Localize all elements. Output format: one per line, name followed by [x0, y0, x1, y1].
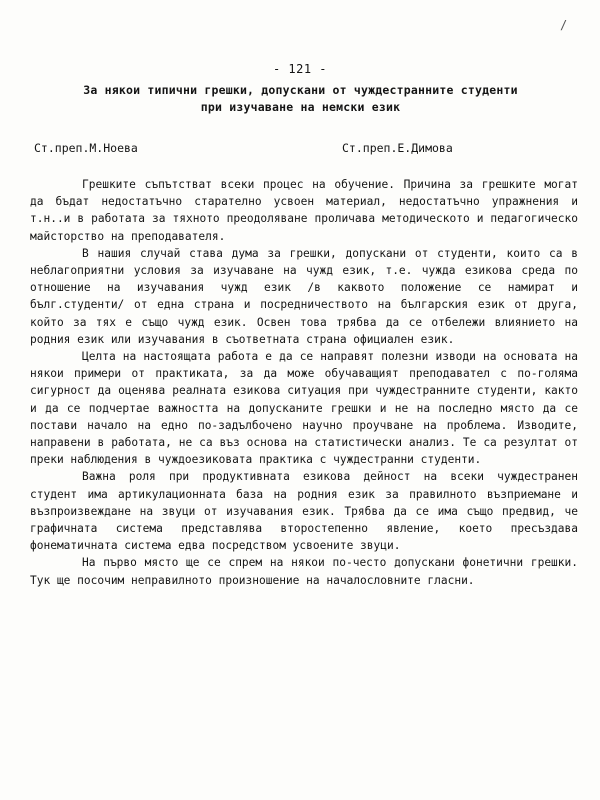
document-title: [28, 82, 573, 116]
author-left: Ст.преп.М.Ноева: [34, 141, 138, 155]
authors-line: [34, 140, 572, 156]
paragraph-4: Важна роля при продуктивната езикова дейност на всеки чуждестранен студент има артикулационната база на родния език за правилното възприемане и възпроизвеждане на звуци от изучавания език. Трябва да се има също предвид, че графичната система представлява второстепенно явление, което пресъздава фонематичната система едва посредством усвоените звуци.: [30, 470, 578, 553]
paragraph-5: На първо място ще се спрем на някои по-често допускани фонетични грешки. Тук ще посочим неправилното произношение на началословните гласни.: [30, 556, 578, 587]
body-text: [30, 176, 578, 589]
page-number: - 121 -: [272, 62, 328, 76]
corner-mark: /: [560, 18, 568, 32]
paragraph-1: Грешките съпътстват всеки процес на обучение. Причина за грешките могат да бъдат недостатъчно старателно усвоен материал, недостатъчно упражнения и т.н..и в работата за тяхното преодоляване проличава методическото и педагогическо майсторство на преподавателя.: [30, 178, 578, 243]
paragraph-2: В нашия случай става дума за грешки, допускани от студенти, които са в неблагоприятни условия за изучаване на чужд език, т.е. чужда езикова среда по отношение на изучавания чужд език /в каквото положение се намират и бълг.студенти/ от една страна и посредничеството на българския език от друга, който за тях е също чужд език. Освен това трябва да се отбележи влиянието на родния език или изучавания в съответната страна официален език.: [30, 246, 578, 346]
author-right: Ст.преп.Е.Димова: [342, 141, 453, 155]
title-line-1: За някои типични грешки, допускани от чуждестранните студенти: [83, 83, 518, 97]
paragraph-3: Целта на настоящата работа е да се направят полезни изводи на основата на някои примери от практиката, за да може обучаващият преподавател с по-голяма сигурност да оценява реалната езикова ситуация при чуждестранните студенти, както и да се подчертае важността на допусканите грешки и не на последно място да се постави начало на едно по-задълбочено научно проучване на проблема. Изводите, направени в работата, не са въз основа на статистически анализ. Те са резултат от преки наблюдения в чуждоезиковата практика с чуждестранни студенти.: [30, 350, 578, 467]
title-line-2: при изучаване на немски език: [200, 100, 401, 114]
